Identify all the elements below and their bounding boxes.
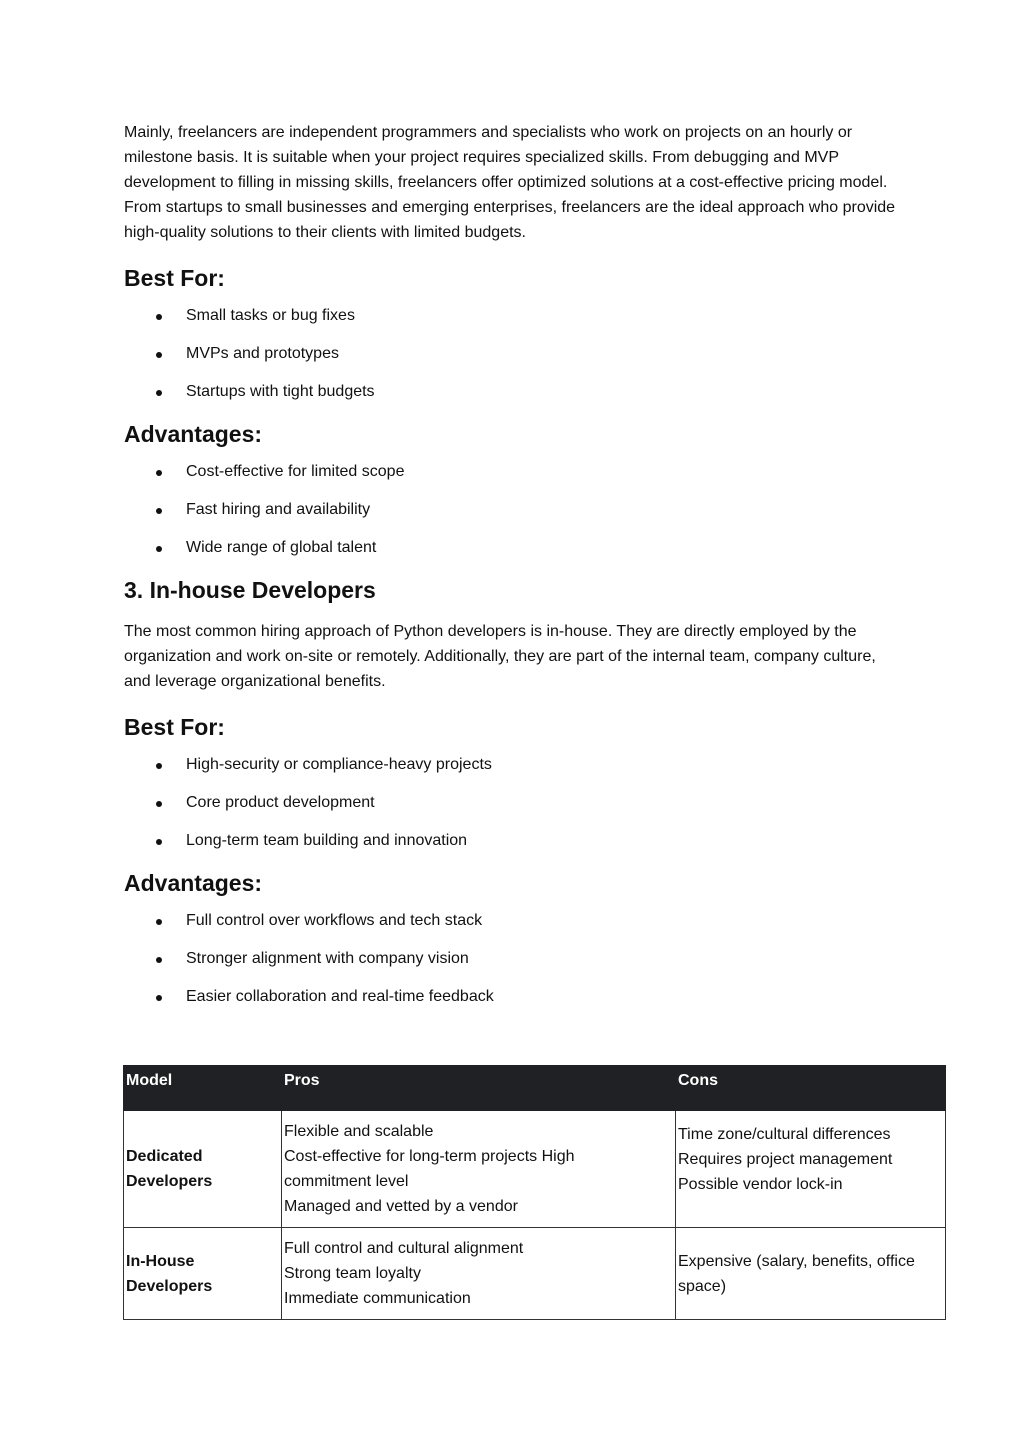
- inhouse-heading: 3. In-house Developers: [124, 577, 376, 603]
- pros-cell: Flexible and scalable Cost-effective for long-term projects High commitment level Managed and vetted by a vendor: [282, 1111, 676, 1228]
- freelancers-advantages-list: [124, 462, 904, 558]
- bullet-icon: [156, 763, 162, 769]
- inhouse-best-for-list: [124, 755, 904, 851]
- column-header-model: Model: [124, 1066, 282, 1111]
- list-item: Long-term team building and innovation: [124, 831, 904, 851]
- document-content: [124, 120, 904, 1025]
- cons-cell: Expensive (salary, benefits, office space): [676, 1228, 946, 1320]
- bullet-icon: [156, 470, 162, 476]
- model-cell: Dedicated Developers: [124, 1111, 282, 1228]
- list-item: Stronger alignment with company vision: [124, 949, 904, 969]
- column-header-pros: Pros: [282, 1066, 676, 1111]
- table-row: [124, 1111, 946, 1228]
- table-row: [124, 1228, 946, 1320]
- bullet-icon: [156, 801, 162, 807]
- table-header-row: [124, 1066, 946, 1111]
- comparison-table: [123, 1065, 946, 1320]
- intro-paragraph: Mainly, freelancers are independent programmers and specialists who work on projects on an hourly or milestone basis. It is suitable when your project requires specialized skills. From debugging and MVP development to filling in missing skills, freelancers offer optimized solutions at a cost-effective pricing model. From startups to small businesses and emerging enterprises, freelancers are the ideal approach who provide high-quality solutions to their clients with limited budgets.: [124, 124, 896, 241]
- list-item: Fast hiring and availability: [124, 500, 904, 520]
- pros-cell: Full control and cultural alignment Strong team loyalty Immediate communication: [282, 1228, 676, 1320]
- bullet-icon: [156, 390, 162, 396]
- bullet-icon: [156, 919, 162, 925]
- bullet-icon: [156, 995, 162, 1001]
- inhouse-paragraph: The most common hiring approach of Python developers is in-house. They are directly employed by the organization and work on-site or remotely. Additionally, they are part of the internal team, company culture, and leverage organizational benefits.: [124, 623, 876, 690]
- list-item: High-security or compliance-heavy projects: [124, 755, 904, 775]
- list-item: Wide range of global talent: [124, 538, 904, 558]
- list-item: Small tasks or bug fixes: [124, 306, 904, 326]
- list-item: Cost-effective for limited scope: [124, 462, 904, 482]
- bullet-icon: [156, 352, 162, 358]
- column-header-cons: Cons: [676, 1066, 946, 1111]
- inhouse-advantages-heading: Advantages:: [124, 870, 263, 896]
- bullet-icon: [156, 839, 162, 845]
- inhouse-advantages-list: [124, 911, 904, 1007]
- list-item: MVPs and prototypes: [124, 344, 904, 364]
- model-cell: In-House Developers: [124, 1228, 282, 1320]
- freelancers-advantages-heading: Advantages:: [124, 421, 263, 447]
- freelancers-best-for-list: [124, 306, 904, 402]
- list-item: Startups with tight budgets: [124, 382, 904, 402]
- inhouse-best-for-heading: Best For:: [124, 714, 225, 740]
- list-item: Core product development: [124, 793, 904, 813]
- bullet-icon: [156, 546, 162, 552]
- list-item: Easier collaboration and real-time feedback: [124, 987, 904, 1007]
- bullet-icon: [156, 957, 162, 963]
- list-item: Full control over workflows and tech stack: [124, 911, 904, 931]
- bullet-icon: [156, 508, 162, 514]
- bullet-icon: [156, 314, 162, 320]
- cons-cell: Time zone/cultural differences Requires project management Possible vendor lock-in: [676, 1111, 946, 1228]
- freelancers-best-for-heading: Best For:: [124, 265, 225, 291]
